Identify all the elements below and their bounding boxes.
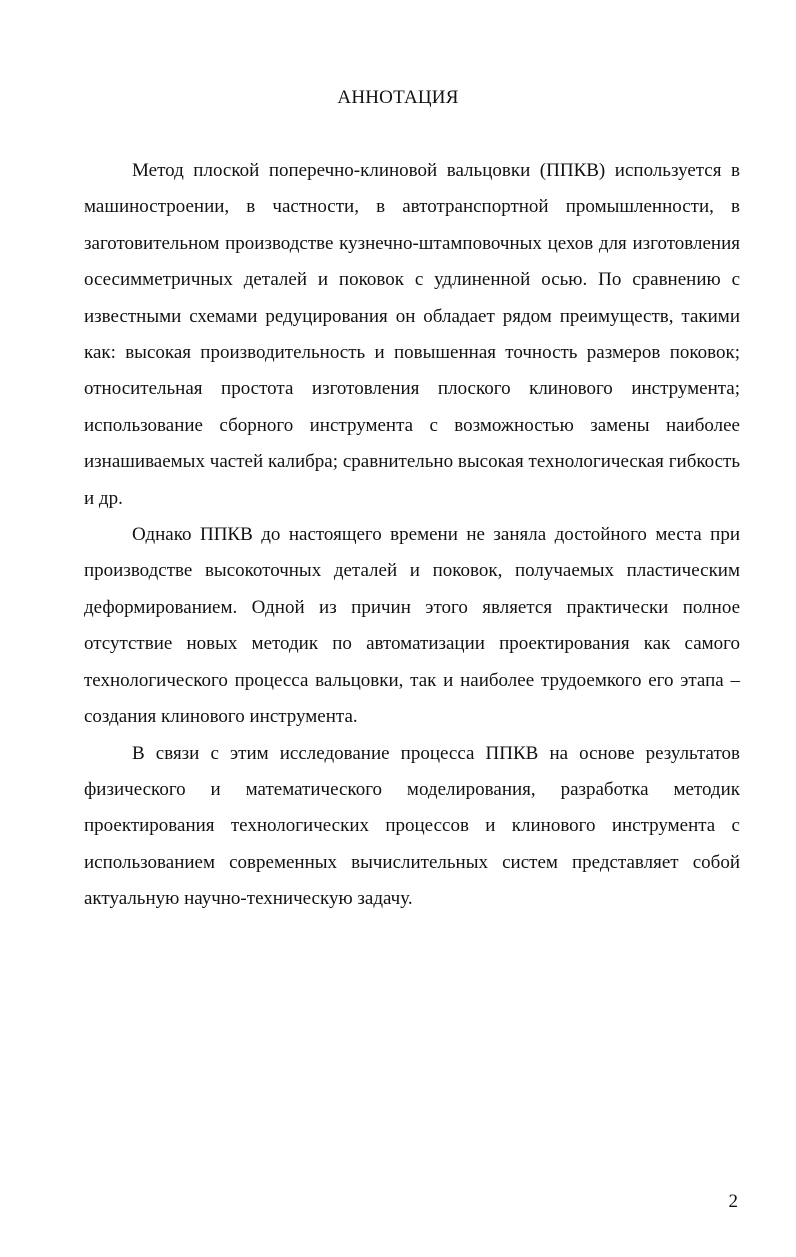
paragraph-1: Метод плоской поперечно-клиновой вальцовки (ППКВ) используется в машиностроении, в частности, в автотранспортной промышленности, в заготовительном производстве кузнечно-штамповочных цехов для изготовления осесимметричных деталей и поковок с удлиненной осью. По сравнению с известными схемами редуцирования он обладает рядом преимуществ, такими как: высокая производительность и повышенная точность размеров поковок; относительная простота изготовления плоского клинового инструмента; использование сборного инструмента с возможностью замены наиболее изнашиваемых частей калибра; сравнительно высокая технологическая гибкость и др.	[84, 160, 740, 509]
annotation-body	[84, 153, 740, 918]
page-title: АННОТАЦИЯ	[337, 87, 459, 108]
paragraph-3: В связи с этим исследование процесса ППКВ на основе результатов физического и математического моделирования, разработка методик проектирования технологических процессов и клинового инструмента с использованием современных вычислительных систем представляет собой актуальную научно-техническую задачу.	[84, 742, 740, 910]
paragraph-2: Однако ППКВ до настоящего времени не заняла достойного места при производстве высокоточных деталей и поковок, получаемых пластическим деформированием. Одной из причин этого является практически полное отсутствие новых методик по автоматизации проектирования как самого технологического процесса вальцовки, так и наиболее трудоемкого его этапа – создания клинового инструмента.	[84, 524, 740, 728]
page-number: 2	[728, 1191, 738, 1212]
